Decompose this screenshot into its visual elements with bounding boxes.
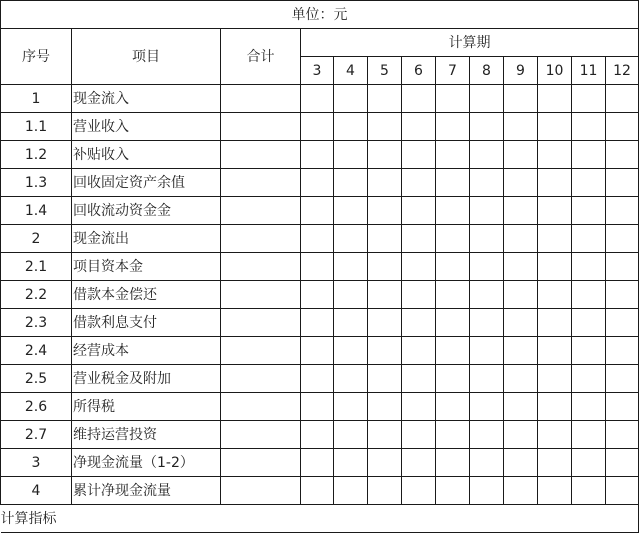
row-period-cell bbox=[572, 281, 606, 309]
header-period: 计算期 bbox=[301, 29, 639, 57]
row-period-cell bbox=[606, 225, 639, 253]
row-total-cell bbox=[221, 141, 301, 169]
row-period-cell bbox=[436, 421, 470, 449]
row-period-cell bbox=[470, 421, 504, 449]
table-row bbox=[1, 253, 639, 281]
row-period-cell bbox=[538, 225, 572, 253]
row-seq: 1.2 bbox=[1, 141, 72, 169]
table-row bbox=[1, 169, 639, 197]
row-period-cell bbox=[470, 309, 504, 337]
row-period-cell bbox=[470, 197, 504, 225]
row-seq: 2.2 bbox=[1, 281, 72, 309]
row-period-cell bbox=[470, 393, 504, 421]
row-period-cell bbox=[572, 309, 606, 337]
table-row bbox=[1, 337, 639, 365]
row-seq: 2 bbox=[1, 225, 72, 253]
row-seq: 1.4 bbox=[1, 197, 72, 225]
row-period-cell bbox=[301, 477, 334, 505]
row-period-cell bbox=[301, 169, 334, 197]
row-period-cell bbox=[572, 113, 606, 141]
row-period-cell bbox=[470, 113, 504, 141]
row-total-cell bbox=[221, 281, 301, 309]
table-row bbox=[1, 225, 639, 253]
row-period-cell bbox=[301, 141, 334, 169]
row-period-cell bbox=[402, 85, 436, 113]
row-period-cell bbox=[436, 197, 470, 225]
row-period-cell bbox=[334, 337, 368, 365]
table-row bbox=[1, 141, 639, 169]
table-row bbox=[1, 393, 639, 421]
row-period-cell bbox=[368, 85, 402, 113]
row-total-cell bbox=[221, 477, 301, 505]
header-period-8: 8 bbox=[470, 57, 504, 85]
row-item: 借款本金偿还 bbox=[72, 281, 221, 309]
row-period-cell bbox=[572, 253, 606, 281]
row-item: 项目资本金 bbox=[72, 253, 221, 281]
row-period-cell bbox=[301, 197, 334, 225]
row-period-cell bbox=[368, 225, 402, 253]
row-period-cell bbox=[334, 449, 368, 477]
row-period-cell bbox=[572, 337, 606, 365]
row-period-cell bbox=[334, 85, 368, 113]
row-period-cell bbox=[436, 337, 470, 365]
row-period-cell bbox=[572, 169, 606, 197]
table-row bbox=[1, 197, 639, 225]
row-period-cell bbox=[368, 449, 402, 477]
row-period-cell bbox=[368, 477, 402, 505]
row-period-cell bbox=[538, 309, 572, 337]
row-period-cell bbox=[470, 169, 504, 197]
header-item: 项目 bbox=[72, 29, 221, 85]
row-seq: 1.3 bbox=[1, 169, 72, 197]
row-period-cell bbox=[538, 393, 572, 421]
row-period-cell bbox=[504, 477, 538, 505]
row-period-cell bbox=[470, 477, 504, 505]
row-total-cell bbox=[221, 197, 301, 225]
row-period-cell bbox=[402, 421, 436, 449]
row-total-cell bbox=[221, 337, 301, 365]
row-period-cell bbox=[436, 449, 470, 477]
row-period-cell bbox=[504, 141, 538, 169]
row-period-cell bbox=[538, 197, 572, 225]
row-period-cell bbox=[402, 365, 436, 393]
row-period-cell bbox=[402, 281, 436, 309]
row-period-cell bbox=[334, 253, 368, 281]
row-period-cell bbox=[606, 421, 639, 449]
row-period-cell bbox=[572, 393, 606, 421]
table-row bbox=[1, 477, 639, 505]
row-period-cell bbox=[301, 337, 334, 365]
table-row bbox=[1, 421, 639, 449]
row-period-cell bbox=[368, 309, 402, 337]
row-period-cell bbox=[436, 309, 470, 337]
row-period-cell bbox=[368, 253, 402, 281]
row-period-cell bbox=[368, 169, 402, 197]
row-period-cell bbox=[504, 225, 538, 253]
row-period-cell bbox=[606, 309, 639, 337]
row-period-cell bbox=[504, 85, 538, 113]
row-item: 所得税 bbox=[72, 393, 221, 421]
row-period-cell bbox=[368, 281, 402, 309]
row-total-cell bbox=[221, 365, 301, 393]
row-seq: 1 bbox=[1, 85, 72, 113]
row-period-cell bbox=[572, 477, 606, 505]
row-period-cell bbox=[334, 141, 368, 169]
row-period-cell bbox=[334, 281, 368, 309]
table-row bbox=[1, 365, 639, 393]
row-period-cell bbox=[301, 365, 334, 393]
row-period-cell bbox=[538, 365, 572, 393]
row-period-cell bbox=[368, 337, 402, 365]
row-seq: 2.3 bbox=[1, 309, 72, 337]
row-seq: 2.5 bbox=[1, 365, 72, 393]
row-period-cell bbox=[504, 337, 538, 365]
row-period-cell bbox=[334, 365, 368, 393]
unit-line: 单位：元 bbox=[1, 1, 639, 29]
row-period-cell bbox=[334, 113, 368, 141]
row-item: 营业收入 bbox=[72, 113, 221, 141]
row-period-cell bbox=[470, 337, 504, 365]
row-period-cell bbox=[436, 85, 470, 113]
header-period-12: 12 bbox=[606, 57, 639, 85]
row-period-cell bbox=[301, 253, 334, 281]
row-item: 净现金流量（1-2） bbox=[72, 449, 221, 477]
row-total-cell bbox=[221, 253, 301, 281]
table-row bbox=[1, 113, 639, 141]
row-total-cell bbox=[221, 449, 301, 477]
row-seq: 2.1 bbox=[1, 253, 72, 281]
row-period-cell bbox=[402, 253, 436, 281]
header-period-4: 4 bbox=[334, 57, 368, 85]
row-period-cell bbox=[572, 421, 606, 449]
row-period-cell bbox=[470, 365, 504, 393]
header-period-5: 5 bbox=[368, 57, 402, 85]
row-period-cell bbox=[606, 169, 639, 197]
row-period-cell bbox=[301, 393, 334, 421]
row-item: 营业税金及附加 bbox=[72, 365, 221, 393]
row-period-cell bbox=[606, 253, 639, 281]
row-period-cell bbox=[402, 449, 436, 477]
row-period-cell bbox=[538, 477, 572, 505]
row-period-cell bbox=[368, 197, 402, 225]
row-period-cell bbox=[504, 197, 538, 225]
footer-label: 计算指标 bbox=[1, 505, 639, 533]
row-item: 现金流入 bbox=[72, 85, 221, 113]
row-period-cell bbox=[606, 281, 639, 309]
row-period-cell bbox=[504, 169, 538, 197]
row-period-cell bbox=[436, 253, 470, 281]
row-period-cell bbox=[402, 225, 436, 253]
table-row bbox=[1, 85, 639, 113]
row-period-cell bbox=[334, 197, 368, 225]
header-period-3: 3 bbox=[301, 57, 334, 85]
row-period-cell bbox=[470, 449, 504, 477]
row-total-cell bbox=[221, 85, 301, 113]
row-period-cell bbox=[538, 85, 572, 113]
header-period-7: 7 bbox=[436, 57, 470, 85]
row-period-cell bbox=[368, 141, 402, 169]
row-period-cell bbox=[334, 477, 368, 505]
row-period-cell bbox=[436, 169, 470, 197]
table-row bbox=[1, 281, 639, 309]
row-period-cell bbox=[470, 253, 504, 281]
row-item: 补贴收入 bbox=[72, 141, 221, 169]
row-period-cell bbox=[334, 169, 368, 197]
row-period-cell bbox=[606, 365, 639, 393]
row-period-cell bbox=[368, 365, 402, 393]
row-period-cell bbox=[606, 141, 639, 169]
row-period-cell bbox=[572, 141, 606, 169]
row-period-cell bbox=[301, 449, 334, 477]
row-seq: 2.4 bbox=[1, 337, 72, 365]
row-period-cell bbox=[301, 309, 334, 337]
row-period-cell bbox=[504, 421, 538, 449]
row-period-cell bbox=[402, 337, 436, 365]
row-period-cell bbox=[436, 393, 470, 421]
row-total-cell bbox=[221, 113, 301, 141]
row-period-cell bbox=[538, 421, 572, 449]
row-seq: 2.7 bbox=[1, 421, 72, 449]
row-period-cell bbox=[538, 113, 572, 141]
row-period-cell bbox=[436, 225, 470, 253]
row-seq: 4 bbox=[1, 477, 72, 505]
row-period-cell bbox=[436, 113, 470, 141]
row-period-cell bbox=[504, 393, 538, 421]
row-period-cell bbox=[301, 225, 334, 253]
row-period-cell bbox=[606, 197, 639, 225]
row-total-cell bbox=[221, 225, 301, 253]
row-period-cell bbox=[470, 141, 504, 169]
row-period-cell bbox=[436, 477, 470, 505]
row-period-cell bbox=[504, 309, 538, 337]
row-item: 借款利息支付 bbox=[72, 309, 221, 337]
header-seq: 序号 bbox=[1, 29, 72, 85]
header-period-10: 10 bbox=[538, 57, 572, 85]
row-period-cell bbox=[436, 281, 470, 309]
row-period-cell bbox=[470, 225, 504, 253]
row-period-cell bbox=[504, 113, 538, 141]
row-total-cell bbox=[221, 169, 301, 197]
row-period-cell bbox=[572, 225, 606, 253]
header-total: 合计 bbox=[221, 29, 301, 85]
row-period-cell bbox=[368, 113, 402, 141]
row-period-cell bbox=[334, 393, 368, 421]
row-period-cell bbox=[504, 449, 538, 477]
row-period-cell bbox=[402, 477, 436, 505]
row-period-cell bbox=[402, 169, 436, 197]
row-item: 回收固定资产余值 bbox=[72, 169, 221, 197]
row-period-cell bbox=[538, 169, 572, 197]
row-period-cell bbox=[301, 281, 334, 309]
row-period-cell bbox=[402, 309, 436, 337]
row-period-cell bbox=[301, 421, 334, 449]
row-period-cell bbox=[470, 85, 504, 113]
row-total-cell bbox=[221, 309, 301, 337]
row-seq: 3 bbox=[1, 449, 72, 477]
row-period-cell bbox=[368, 421, 402, 449]
row-period-cell bbox=[334, 309, 368, 337]
row-period-cell bbox=[504, 365, 538, 393]
row-period-cell bbox=[606, 393, 639, 421]
row-period-cell bbox=[504, 281, 538, 309]
row-period-cell bbox=[504, 253, 538, 281]
row-period-cell bbox=[334, 225, 368, 253]
row-item: 累计净现金流量 bbox=[72, 477, 221, 505]
header-period-9: 9 bbox=[504, 57, 538, 85]
row-period-cell bbox=[402, 113, 436, 141]
row-period-cell bbox=[436, 365, 470, 393]
row-period-cell bbox=[368, 393, 402, 421]
row-item: 维持运营投资 bbox=[72, 421, 221, 449]
row-period-cell bbox=[606, 337, 639, 365]
row-period-cell bbox=[572, 365, 606, 393]
row-period-cell bbox=[301, 85, 334, 113]
row-period-cell bbox=[538, 337, 572, 365]
row-period-cell bbox=[606, 449, 639, 477]
table-row bbox=[1, 449, 639, 477]
row-period-cell bbox=[436, 141, 470, 169]
row-period-cell bbox=[538, 449, 572, 477]
row-period-cell bbox=[606, 85, 639, 113]
row-period-cell bbox=[572, 449, 606, 477]
row-period-cell bbox=[538, 141, 572, 169]
row-period-cell bbox=[402, 141, 436, 169]
row-period-cell bbox=[402, 393, 436, 421]
row-period-cell bbox=[572, 85, 606, 113]
row-period-cell bbox=[402, 197, 436, 225]
row-period-cell bbox=[572, 197, 606, 225]
header-period-11: 11 bbox=[572, 57, 606, 85]
row-item: 现金流出 bbox=[72, 225, 221, 253]
row-period-cell bbox=[334, 421, 368, 449]
header-period-6: 6 bbox=[402, 57, 436, 85]
row-seq: 1.1 bbox=[1, 113, 72, 141]
row-period-cell bbox=[301, 113, 334, 141]
row-period-cell bbox=[538, 281, 572, 309]
row-period-cell bbox=[538, 253, 572, 281]
table-row bbox=[1, 309, 639, 337]
row-period-cell bbox=[470, 281, 504, 309]
row-item: 回收流动资金金 bbox=[72, 197, 221, 225]
row-period-cell bbox=[606, 113, 639, 141]
row-period-cell bbox=[606, 477, 639, 505]
row-total-cell bbox=[221, 421, 301, 449]
row-item: 经营成本 bbox=[72, 337, 221, 365]
row-total-cell bbox=[221, 393, 301, 421]
row-seq: 2.6 bbox=[1, 393, 72, 421]
